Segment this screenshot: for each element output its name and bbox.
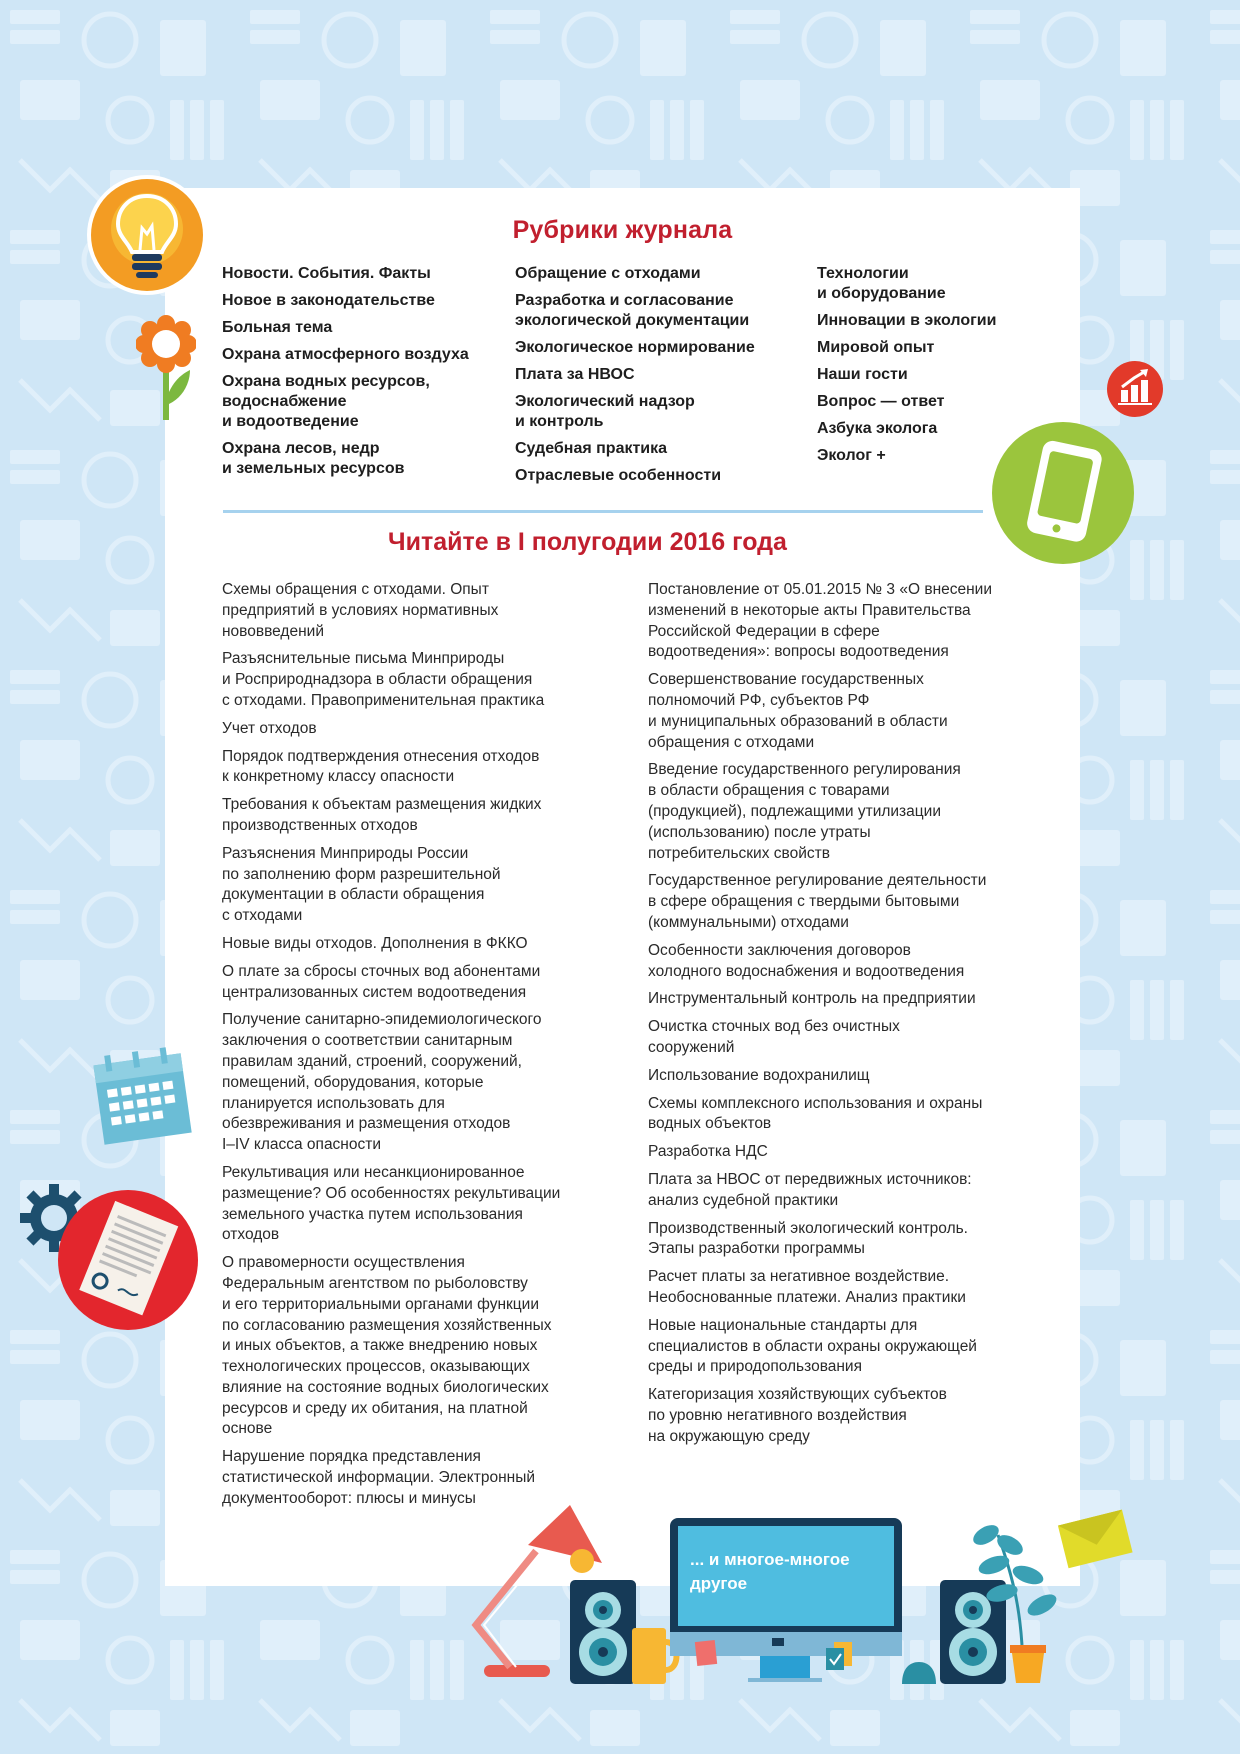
article-item: Категоризация хозяйствующих субъектов по уровню негативного воздействия на окружающую среду	[648, 1386, 947, 1445]
speaker-left-icon	[570, 1580, 636, 1684]
document-icon	[56, 1188, 200, 1332]
rubric-item: Вопрос — ответ	[817, 393, 945, 410]
article-item: Очистка сточных вод без очистных сооружений	[648, 1018, 900, 1056]
article-item: Порядок подтверждения отнесения отходов к конкретному классу опасности	[222, 747, 540, 786]
article-item: Производственный экологический контроль. Этапы разработки программы	[648, 1219, 968, 1258]
rubric-item: Охрана лесов, недр и земельных ресурсов	[222, 440, 405, 477]
rubric-item: Плата за НВОС	[515, 366, 635, 383]
rubric-item: Экологическое нормирование	[515, 339, 755, 356]
article-item: Плата за НВОС от передвижных источников: анализ судебной практики	[648, 1170, 972, 1209]
article-item: Схемы комплексного использования и охраны водных объектов	[648, 1094, 983, 1133]
reading-column-left	[222, 580, 612, 1517]
rubric-item: Эколог +	[817, 447, 886, 464]
rubric-item: Разработка и согласование экологической документации	[515, 292, 750, 329]
article-item: О правомерности осуществления Федеральным агентством по рыболовству и его территориальными органами функции по согласованию размещения хозяйственных и иных объектов, а также внедрению новых технологических процессов, оказывающих влияние на состояние водных биологических ресурсов и среду их обитания, на платной основе	[222, 1254, 552, 1438]
article-item: Инструментальный контроль на предприятии	[648, 990, 976, 1008]
article-item: Требования к объектам размещения жидких производственных отходов	[222, 796, 542, 834]
rubric-item: Новости. События. Факты	[222, 265, 431, 282]
calendar-icon	[90, 1045, 195, 1145]
article-item: Получение санитарно-эпидемиологического заключения о соответствии санитарным правилам зданий, строений, сооружений, помещений, оборудования, которые планируется использовать для обезвреживания и размещения отходов I–IV класса опасности	[222, 1011, 542, 1154]
plant-icon	[958, 1515, 1068, 1685]
mouse-icon	[902, 1662, 936, 1684]
article-item: Государственное регулирование деятельности в сфере обращения с твердыми бытовыми (коммунальными) отходами	[648, 872, 987, 931]
flower-icon	[136, 312, 196, 422]
article-item: Схемы обращения с отходами. Опыт предприятий в условиях нормативных нововведений	[222, 581, 499, 640]
rubric-item: Наши гости	[817, 366, 908, 383]
rubric-item: Отраслевые особенности	[515, 467, 722, 484]
article-item: Разработка НДС	[648, 1143, 768, 1161]
section-divider	[223, 510, 983, 513]
rubric-item: Охрана атмосферного воздуха	[222, 346, 469, 363]
rubric-item: Больная тема	[222, 319, 333, 336]
rubric-item: Технологии и оборудование	[817, 265, 946, 302]
article-item: Введение государственного регулирования в области обращения с товарами (продукцией), подлежащими утилизации (использованию) после утраты потребительских свойств	[648, 761, 961, 862]
article-item: Совершенствование государственных полномочий РФ, субъектов РФ и муниципальных образований в области обращения с отходами	[648, 671, 948, 751]
monitor-icon	[670, 1518, 906, 1683]
rubric-item: Мировой опыт	[817, 339, 935, 356]
article-item: Использование водохранилищ	[648, 1066, 870, 1084]
rubric-item: Азбука эколога	[817, 420, 938, 437]
rubric-item: Охрана водных ресурсов, водоснабжение и водоотведение	[222, 373, 430, 430]
article-item: Постановление от 05.01.2015 № 3 «О внесении изменений в некоторые акты Правительства Российской Федерации в сфере водоотведения»: вопросы водоотведения	[648, 581, 992, 661]
article-item: Учет отходов	[222, 719, 317, 737]
reading-column-right	[648, 580, 1048, 1454]
envelope-icon	[1056, 1505, 1134, 1571]
rubrics-column-2	[515, 264, 785, 493]
reading-title: Читайте в I полугодии 2016 года	[388, 528, 787, 556]
lightbulb-icon	[86, 174, 208, 296]
growth-chart-icon	[1106, 360, 1164, 418]
article-item: Разъяснительные письма Минприроды и Росприроднадзора в области обращения с отходами. Правоприменительная практика	[222, 650, 545, 709]
article-item: Рекультивация или несанкционированное размещение? Об особенностях рекультивации земельного участка путем использования отходов	[222, 1163, 561, 1244]
article-item: О плате за сбросы сточных вод абонентами централизованных систем водоотведения	[222, 962, 541, 1001]
rubric-item: Новое в законодательстве	[222, 292, 435, 309]
rubric-item: Инновации в экологии	[817, 312, 997, 329]
article-item: Расчет платы за негативное воздействие. Необоснованные платежи. Анализ практики	[648, 1268, 966, 1306]
rubric-item: Экологический надзор и контроль	[515, 393, 695, 430]
article-item: Разъяснения Минприроды России по заполнению форм разрешительной документации в области обращения с отходами	[222, 844, 501, 925]
article-item: Особенности заключения договоров холодного водоснабжения и водоотведения	[648, 941, 965, 980]
rubrics-title: Рубрики журнала	[512, 216, 733, 244]
article-item: Новые национальные стандарты для специалистов в области охраны окружающей среды и природопользования	[648, 1316, 977, 1376]
content-panel	[165, 188, 1080, 1586]
article-item: Новые виды отходов. Дополнения в ФККО	[222, 934, 528, 952]
rubric-item: Судебная практика	[515, 440, 668, 457]
tablet-icon	[990, 420, 1136, 566]
article-item: Нарушение порядка представления статистической информации. Электронный документооборот: плюсы и минусы	[222, 1448, 536, 1507]
rubrics-column-1	[222, 264, 492, 486]
monitor-screen-text: ... и многое-многое другое	[690, 1550, 850, 1593]
rubric-item: Обращение с отходами	[515, 265, 701, 282]
